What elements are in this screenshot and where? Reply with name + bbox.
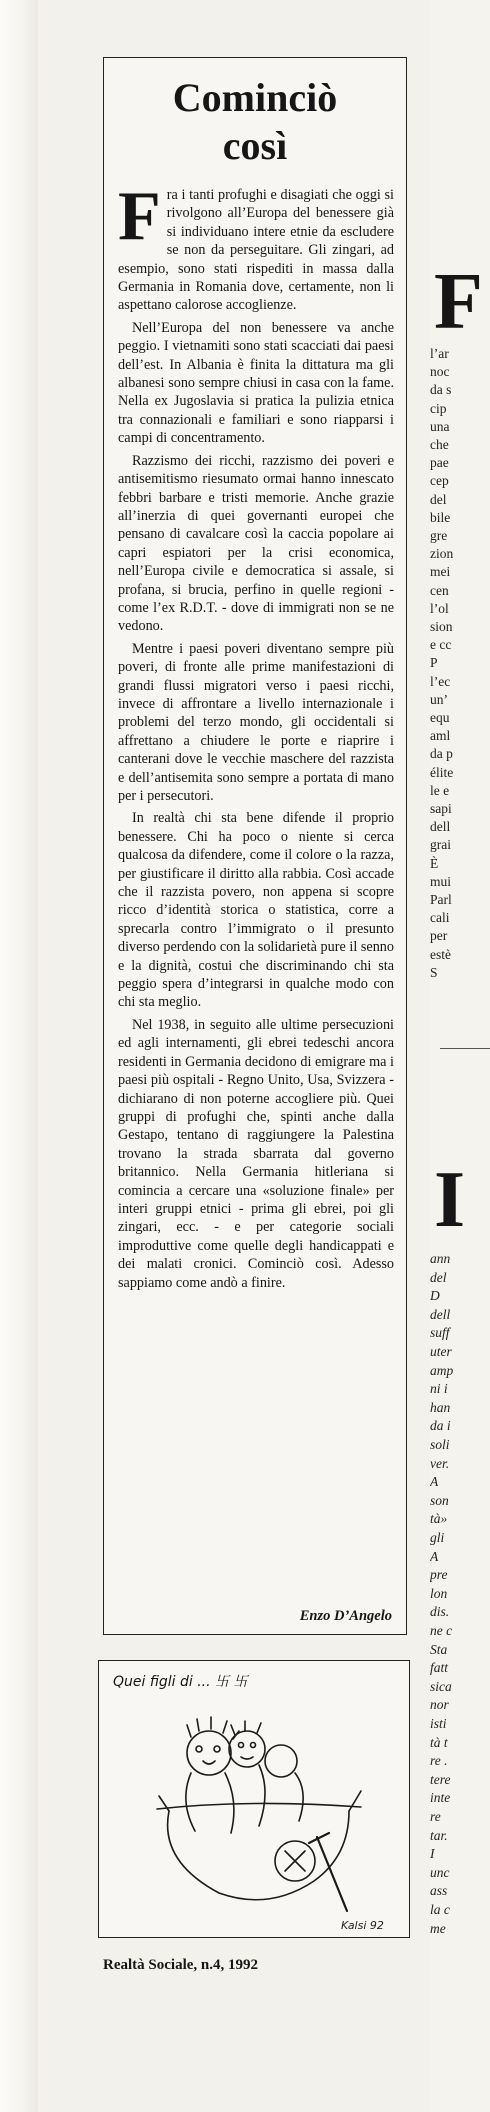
paragraph-4: Mentre i paesi poveri diventano sempre più poveri, di fronte alle prime manifestazioni di grandi flussi migratori verso i paesi ricchi, invece di affrontare a livello internazionale i problemi del terzo mondo, gli occidentali si affrettano a chiudere le porte e riaprire i canterani dove le vecchie maschere del razzista e dell’antisemita sono sempre a portata di mano per i persecutori. xyxy=(118,640,394,804)
paragraph-2: Nell’Europa del non benessere va anche peggio. I vietnamiti sono stati scacciati dai paesi dell’est. In Albania è finita la dittatura ma gli albanesi sono sempre chiusi in casa con la fame. Nella ex Jugoslavia si pratica la pulizia etnica tra connazionali e familiari e sono riapparsi i campi di concentramento. xyxy=(118,319,394,447)
cartoon-caption: Quei figli di ... 卐 卐 xyxy=(113,1674,248,1690)
drop-cap: F xyxy=(118,178,161,255)
neighbor-text-fragment: sapi xyxy=(430,801,452,816)
neighbor-text-fragment: ver. xyxy=(430,1455,450,1471)
cartoon-signature: Kalsi 92 xyxy=(341,1919,384,1932)
title-line-2: così xyxy=(222,123,288,168)
neighbor-text-fragment: mei xyxy=(430,564,451,580)
neighbor-text-fragment: me xyxy=(430,1920,446,1936)
neighbor-text-fragment: È xyxy=(430,855,439,871)
neighbor-divider xyxy=(440,1048,490,1049)
neighbor-text-fragment: mui xyxy=(430,873,452,889)
article-title xyxy=(104,74,406,170)
neighbor-text-fragment: grai xyxy=(430,837,451,853)
title-line-1: Cominciò xyxy=(172,75,338,120)
neighbor-big-letter-top: F xyxy=(434,258,483,346)
neighbor-text-fragment: gli xyxy=(430,1530,445,1545)
neighbor-text-fragment: le e xyxy=(430,782,450,798)
neighbor-big-letter-mid: I xyxy=(434,1156,466,1244)
neighbor-text-fragment: bile xyxy=(430,509,451,525)
neighbor-text-fragment: pre xyxy=(430,1567,448,1583)
neighbor-text-fragment: estè xyxy=(430,946,451,962)
neighbor-text-fragment: una xyxy=(430,418,450,434)
neighbor-text-fragment: cip xyxy=(430,400,447,416)
paragraph-5: In realtà chi sta bene difende il proprio benessere. Chi ha poco o niente si cerca qualcosa da difendere, come il colore o la razza, per giustificare il diritto alla rabbia. Così accade che il razzista povero, non appena si scopre ricco d’identità storica o statistica, corre a sprecarla contro l’immigrato o il presunto diverso perdendo con la solidarietà pure il senno e la dignità, costui che discriminando chi sta peggio spera d’integrarsi in qualche modo con chi sta meglio. xyxy=(118,810,394,1011)
neighbor-text-fragment: unc xyxy=(430,1864,450,1880)
neighbor-column xyxy=(430,0,490,2112)
neighbor-text-fragment: inte xyxy=(430,1790,451,1806)
article-box xyxy=(103,57,407,1635)
neighbor-text-fragment: da s xyxy=(430,382,452,398)
neighbor-text-fragment: suff xyxy=(430,1325,450,1341)
neighbor-text-fragment: A xyxy=(430,1548,439,1564)
neighbor-text-fragment: tà» xyxy=(430,1511,448,1527)
neighbor-text-fragment: l’ol xyxy=(430,600,449,616)
neighbor-text-fragment: S xyxy=(430,964,438,980)
neighbor-text-fragment: ne c xyxy=(430,1623,453,1638)
paragraph-6: Nel 1938, in seguito alle ultime persecuzioni ed agli internamenti, gli ebrei tedeschi ancora residenti in Germania decidono di emigrare ma i paesi più ospitali - Regno Unito, Usa, Svizzera - dichiarano di non poterne accogliere più. Quei gruppi di profughi che, spinti anche dalla Gestapo, tentano di raggiungere la Palestina trovano la strada sbarrata dal governo britannico. Nella Germania hitleriana si comincia a cercare una «soluzione finale» per interi gruppi etnici - prima gli ebrei, poi gli zingari, ecc. - e per categorie sociali improduttive come quelle degli handicappati e dei malati cronici. Cominciò così. Adesso sappiamo come andò a finire. xyxy=(118,1016,394,1291)
neighbor-text-fragment: tere xyxy=(430,1771,451,1787)
neighbor-text-fragment: ni i xyxy=(430,1381,448,1397)
neighbor-text-fragment: dell xyxy=(430,1306,451,1322)
neighbor-text-fragment: del xyxy=(430,1269,447,1285)
neighbor-text-fragment: D xyxy=(430,1288,440,1304)
neighbor-text-fragment: Parl xyxy=(430,892,452,907)
neighbor-text-fragment: noc xyxy=(430,364,450,380)
neighbor-text-fragment: lon xyxy=(430,1585,448,1601)
neighbor-text-fragment: cen xyxy=(430,582,449,598)
neighbor-text-fragment: da p xyxy=(430,746,453,762)
neighbor-text-fragment: ann xyxy=(430,1251,451,1266)
neighbor-text-fragment: I xyxy=(430,1846,435,1862)
neighbor-text-fragment: Sta xyxy=(430,1641,448,1657)
neighbor-text-fragment: élite xyxy=(430,764,454,780)
source-caption: Realtà Sociale, n.4, 1992 xyxy=(103,1957,258,1973)
neighbor-text-fragment: tà t xyxy=(430,1734,448,1750)
neighbor-text-fragment: e cc xyxy=(430,637,452,653)
author-byline: Enzo D’Angelo xyxy=(299,1608,392,1624)
cartoon xyxy=(98,1660,410,1938)
neighbor-text-fragment: ass xyxy=(430,1883,448,1899)
neighbor-text-fragment: uter xyxy=(430,1344,452,1359)
neighbor-text-fragment: A xyxy=(430,1474,439,1490)
neighbor-text-fragment: cep xyxy=(430,473,449,489)
neighbor-text-fragment: che xyxy=(430,437,449,452)
neighbor-text-fragment: pae xyxy=(430,455,449,471)
neighbor-text-fragment: tar. xyxy=(430,1827,448,1843)
neighbor-text-fragment: l’ec xyxy=(430,673,451,689)
neighbor-text-fragment: dis. xyxy=(430,1604,450,1620)
neighbor-text-fragment: isti xyxy=(430,1716,447,1731)
neighbor-text-fragment: re xyxy=(430,1809,441,1824)
neighbor-text-fragment: aml xyxy=(430,728,451,744)
neighbor-text-fragment: sica xyxy=(430,1678,452,1694)
neighbor-text-fragment: fatt xyxy=(430,1660,449,1676)
neighbor-text-fragment: amp xyxy=(430,1362,454,1378)
neighbor-text-fragment: gre xyxy=(430,528,448,543)
neighbor-text-fragment: cali xyxy=(430,910,450,926)
neighbor-text-fragment: da i xyxy=(430,1418,451,1434)
neighbor-text-fragment: la c xyxy=(430,1902,450,1917)
article-body xyxy=(118,178,394,1296)
neighbor-text-fragment: re . xyxy=(430,1753,448,1769)
neighbor-text-fragment: sion xyxy=(430,619,453,634)
neighbor-text-fragment: P xyxy=(430,655,438,671)
paragraph-3: Razzismo dei ricchi, razzismo dei poveri e antisemitismo riesumato ormai hanno innescato febbri barbare e tristi memorie. Anche grazie all’inerzia di quei governanti europei che pensano di cavalcare così la caccia popolare ai capri espiatori per la crisi economica, nell’Europa civile e democratica si assale, si profana, si brucia, perfino in quelle regioni - come l’ex R.D.T. - dove di immigrati non se ne vedono. xyxy=(118,452,394,635)
neighbor-text-fragment: nor xyxy=(430,1697,449,1713)
neighbor-text-fragment: han xyxy=(430,1399,451,1415)
neighbor-text-fragment: l’ar xyxy=(430,346,449,361)
paper-edge xyxy=(0,0,38,2112)
paragraph-1: Fra i tanti profughi e disagiati che oggi si rivolgono all’Europa del benessere già si individuano intere etnie da escludere se non da perseguitare. Gli zingari, ad esempio, sono stati rispediti in massa dalla Germania in Romania dove, certamente, non li aspettano calorose accoglienze. xyxy=(118,178,394,314)
neighbor-text-fragment: soli xyxy=(430,1437,450,1452)
neighbor-text-fragment: del xyxy=(430,491,447,507)
neighbor-text-fragment: son xyxy=(430,1492,449,1508)
cartoon-drawing xyxy=(99,1661,411,1939)
neighbor-text-fragment: zion xyxy=(430,546,454,562)
neighbor-text-fragment: per xyxy=(430,928,448,944)
neighbor-text-fragment: un’ xyxy=(430,691,448,707)
neighbor-text-fragment: equ xyxy=(430,710,450,725)
neighbor-text-fragment: dell xyxy=(430,819,451,835)
